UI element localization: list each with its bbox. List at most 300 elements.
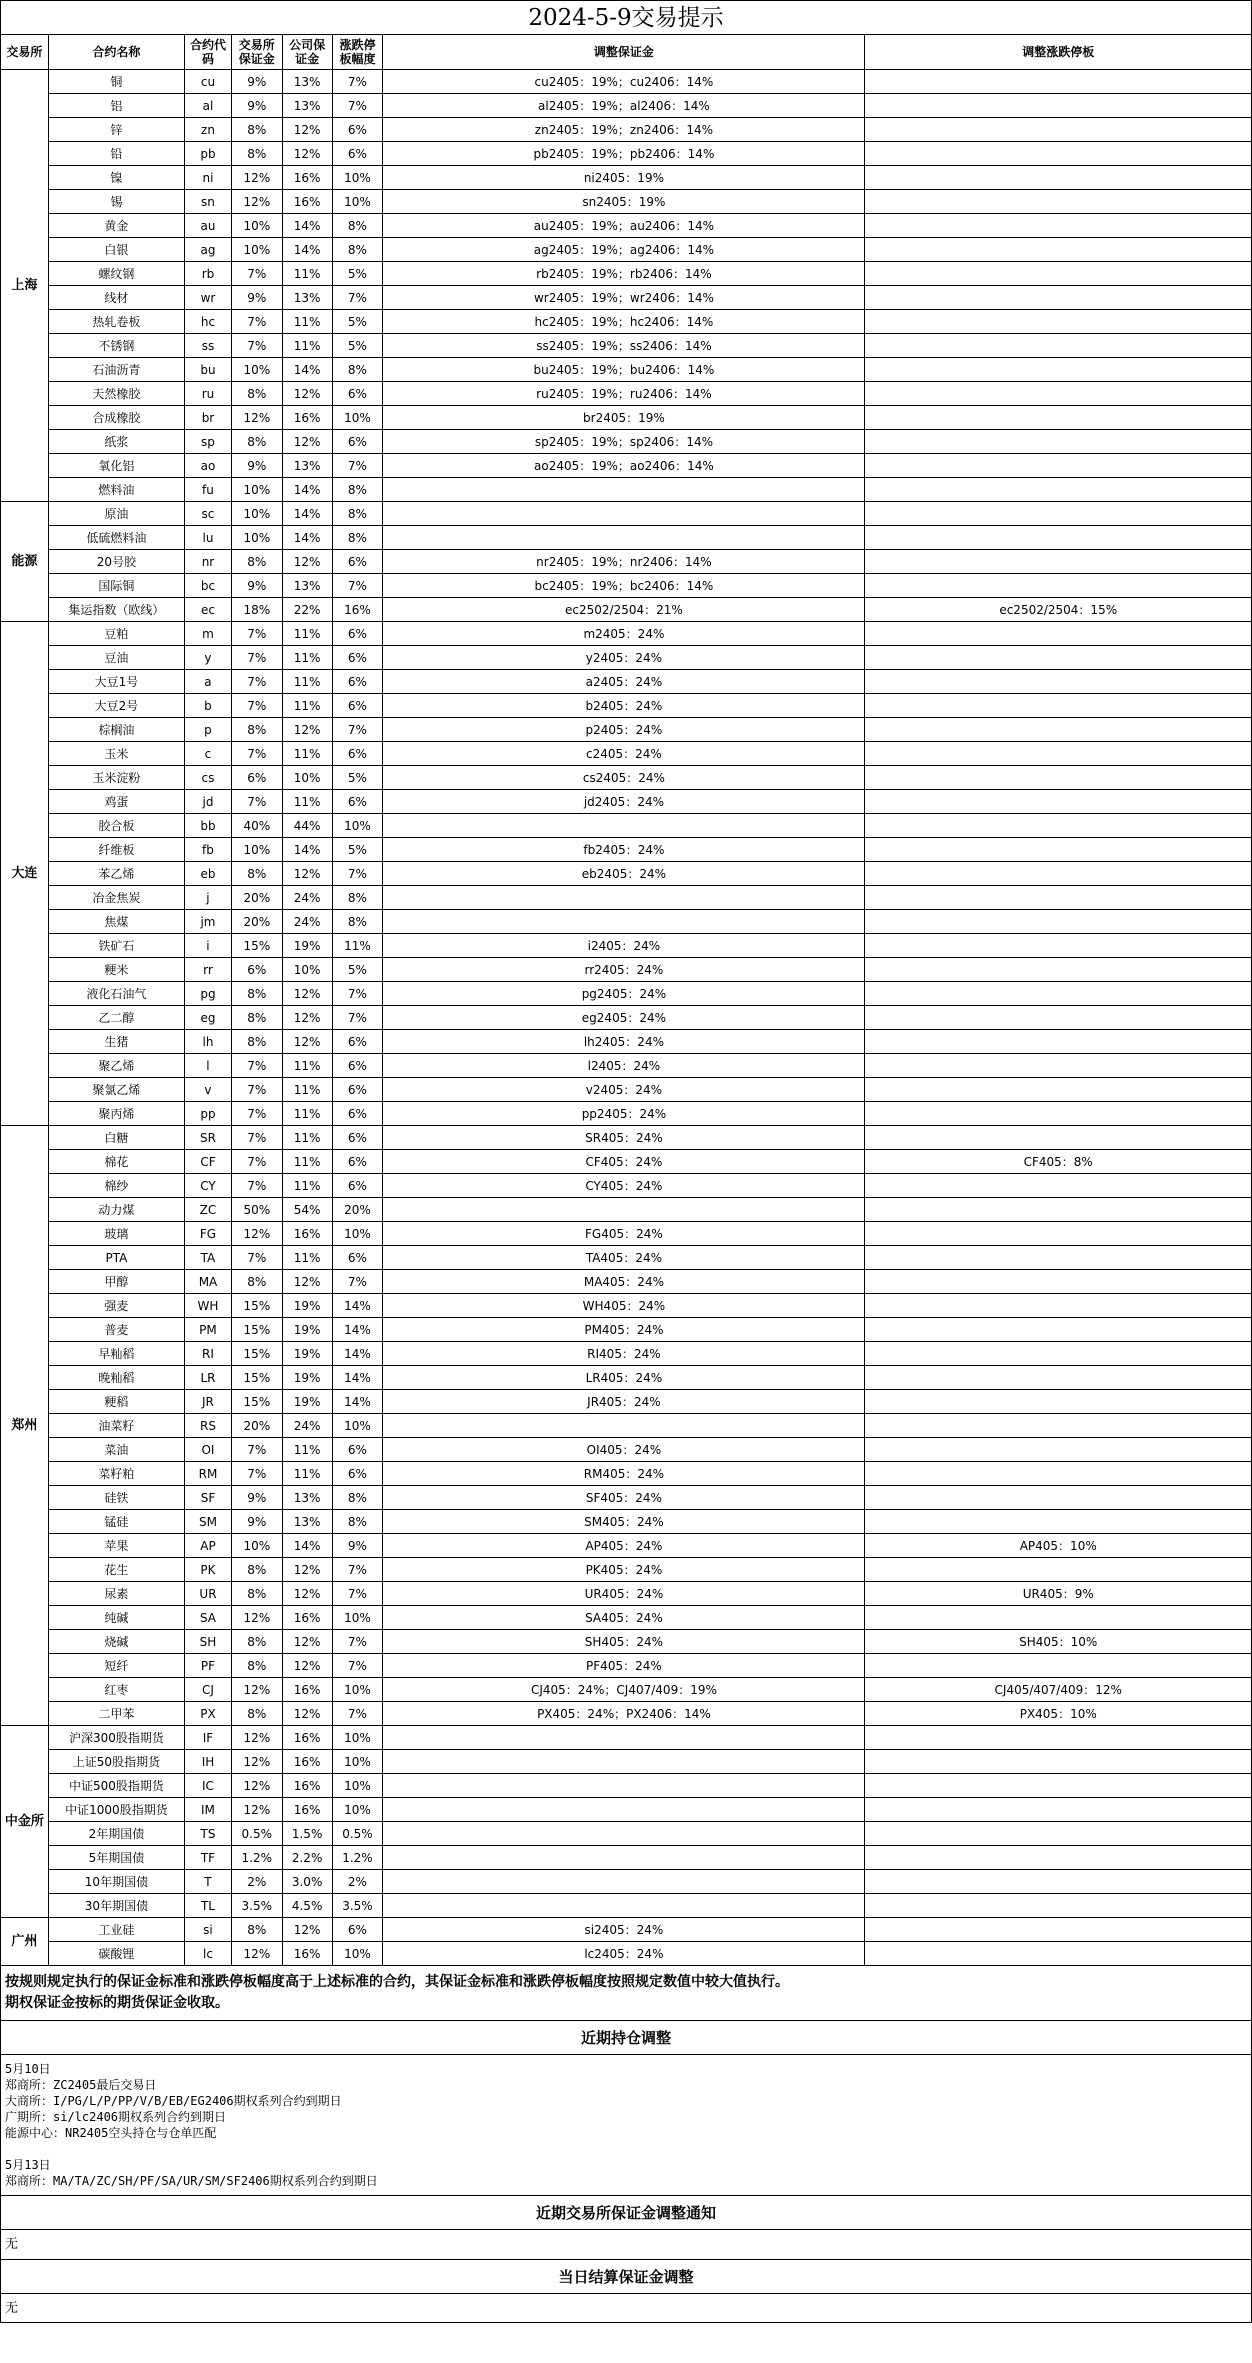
company-margin: 19%: [282, 1366, 332, 1390]
limit-range: 6%: [332, 694, 383, 718]
adjusted-limit: [865, 766, 1252, 790]
exchange-margin: 18%: [231, 598, 282, 622]
exchange-margin: 7%: [231, 262, 282, 286]
exchange-margin: 8%: [231, 550, 282, 574]
table-row: [1, 742, 1252, 766]
adjusted-limit: [865, 742, 1252, 766]
adjusted-margin: v2405：24%: [383, 1078, 865, 1102]
company-margin: 12%: [282, 1702, 332, 1726]
table-row: [1, 550, 1252, 574]
adjusted-limit: [865, 694, 1252, 718]
table-row: [1, 1894, 1252, 1918]
contract-code: SR: [185, 1126, 232, 1150]
company-margin: 12%: [282, 1918, 332, 1942]
adjusted-limit: [865, 1270, 1252, 1294]
table-row: [1, 1318, 1252, 1342]
adjusted-margin: SF405：24%: [383, 1486, 865, 1510]
contract-name: 氧化铝: [48, 454, 184, 478]
company-margin: 12%: [282, 382, 332, 406]
contract-code: jm: [185, 910, 232, 934]
adjusted-margin: si2405：24%: [383, 1918, 865, 1942]
adjusted-limit: [865, 1174, 1252, 1198]
contract-name: 沪深300股指期货: [48, 1726, 184, 1750]
company-margin: 10%: [282, 958, 332, 982]
adjusted-margin: OI405：24%: [383, 1438, 865, 1462]
limit-range: 6%: [332, 1918, 383, 1942]
exchange-margin: 9%: [231, 70, 282, 94]
table-row: [1, 670, 1252, 694]
exchange-margin: 15%: [231, 1294, 282, 1318]
adjusted-margin: wr2405：19%；wr2406：14%: [383, 286, 865, 310]
company-margin: 12%: [282, 550, 332, 574]
contract-name: PTA: [48, 1246, 184, 1270]
limit-range: 14%: [332, 1318, 383, 1342]
contract-code: l: [185, 1054, 232, 1078]
contract-name: 苯乙烯: [48, 862, 184, 886]
contract-code: eg: [185, 1006, 232, 1030]
exchange-cell: 广州: [1, 1918, 49, 1966]
limit-range: 10%: [332, 1606, 383, 1630]
contract-code: pp: [185, 1102, 232, 1126]
table-row: [1, 262, 1252, 286]
rules-note: [0, 1966, 1252, 2020]
position-line: 大商所：I/PG/L/P/PP/V/B/EB/EG2406期权系列合约到期日: [5, 2094, 342, 2108]
table-row: [1, 1822, 1252, 1846]
adjusted-limit: [865, 1246, 1252, 1270]
company-margin: 11%: [282, 1174, 332, 1198]
adjusted-margin: lh2405：24%: [383, 1030, 865, 1054]
contract-code: TF: [185, 1846, 232, 1870]
company-margin: 19%: [282, 1294, 332, 1318]
company-margin: 13%: [282, 1486, 332, 1510]
limit-range: 7%: [332, 1006, 383, 1030]
contract-name: 液化石油气: [48, 982, 184, 1006]
contract-name: 聚乙烯: [48, 1054, 184, 1078]
company-margin: 44%: [282, 814, 332, 838]
adjusted-margin: rb2405：19%；rb2406：14%: [383, 262, 865, 286]
exchange-margin: 7%: [231, 694, 282, 718]
adjusted-limit: [865, 166, 1252, 190]
company-margin: 13%: [282, 574, 332, 598]
exchange-margin: 10%: [231, 502, 282, 526]
contract-code: ZC: [185, 1198, 232, 1222]
adjusted-margin: RM405：24%: [383, 1462, 865, 1486]
table-row: [1, 286, 1252, 310]
contract-code: bb: [185, 814, 232, 838]
contract-code: ec: [185, 598, 232, 622]
contract-name: 普麦: [48, 1318, 184, 1342]
contract-name: 强麦: [48, 1294, 184, 1318]
exchange-margin: 7%: [231, 646, 282, 670]
contract-name: 苹果: [48, 1534, 184, 1558]
header-company-margin: 公司保证金: [282, 35, 332, 70]
limit-range: 14%: [332, 1390, 383, 1414]
limit-range: 6%: [332, 142, 383, 166]
contract-name: 30年期国债: [48, 1894, 184, 1918]
contract-code: bu: [185, 358, 232, 382]
adjusted-limit: UR405：9%: [865, 1582, 1252, 1606]
adjusted-limit: [865, 1558, 1252, 1582]
contract-name: 胶合板: [48, 814, 184, 838]
contract-name: 豆油: [48, 646, 184, 670]
table-row: [1, 718, 1252, 742]
company-margin: 11%: [282, 790, 332, 814]
table-row: [1, 1558, 1252, 1582]
company-margin: 14%: [282, 214, 332, 238]
contract-code: AP: [185, 1534, 232, 1558]
company-margin: 11%: [282, 670, 332, 694]
exchange-margin: 8%: [231, 982, 282, 1006]
contract-name: 锡: [48, 190, 184, 214]
table-row: [1, 1054, 1252, 1078]
limit-range: 20%: [332, 1198, 383, 1222]
exchange-margin: 7%: [231, 1438, 282, 1462]
table-row: [1, 1270, 1252, 1294]
header-limit-range: 涨跌停板幅度: [332, 35, 383, 70]
adjusted-limit: [865, 142, 1252, 166]
limit-range: 10%: [332, 1222, 383, 1246]
adjusted-margin: i2405：24%: [383, 934, 865, 958]
contract-name: 线材: [48, 286, 184, 310]
contract-name: 铝: [48, 94, 184, 118]
exchange-cell: 能源: [1, 502, 49, 622]
contract-code: CY: [185, 1174, 232, 1198]
company-margin: 11%: [282, 1126, 332, 1150]
exchange-margin: 7%: [231, 1078, 282, 1102]
company-margin: 11%: [282, 646, 332, 670]
contract-name: 动力煤: [48, 1198, 184, 1222]
limit-range: 8%: [332, 238, 383, 262]
adjusted-limit: [865, 1870, 1252, 1894]
limit-range: 8%: [332, 358, 383, 382]
position-section-body: [0, 2054, 1252, 2195]
company-margin: 19%: [282, 934, 332, 958]
position-line: 5月10日: [5, 2062, 51, 2076]
contract-name: 石油沥青: [48, 358, 184, 382]
limit-range: 6%: [332, 1462, 383, 1486]
contract-code: cu: [185, 70, 232, 94]
position-line: [5, 2141, 1247, 2157]
exchange-margin: 15%: [231, 1342, 282, 1366]
contract-name: 红枣: [48, 1678, 184, 1702]
table-row: [1, 934, 1252, 958]
adjusted-limit: [865, 1822, 1252, 1846]
contract-code: v: [185, 1078, 232, 1102]
contract-code: JR: [185, 1390, 232, 1414]
contract-code: TA: [185, 1246, 232, 1270]
company-margin: 4.5%: [282, 1894, 332, 1918]
company-margin: 11%: [282, 742, 332, 766]
limit-range: 8%: [332, 910, 383, 934]
exchange-margin: 7%: [231, 1174, 282, 1198]
exchange-margin: 9%: [231, 286, 282, 310]
contract-name: 玉米: [48, 742, 184, 766]
exchange-margin: 40%: [231, 814, 282, 838]
table-row: [1, 598, 1252, 622]
company-margin: 12%: [282, 1270, 332, 1294]
company-margin: 11%: [282, 262, 332, 286]
table-row: [1, 1462, 1252, 1486]
table-row: [1, 1390, 1252, 1414]
adjusted-margin: [383, 1726, 865, 1750]
contract-name: 油菜籽: [48, 1414, 184, 1438]
table-row: [1, 1918, 1252, 1942]
company-margin: 24%: [282, 1414, 332, 1438]
adjusted-margin: [383, 814, 865, 838]
limit-range: 9%: [332, 1534, 383, 1558]
contract-name: 20号胶: [48, 550, 184, 574]
adjusted-limit: [865, 574, 1252, 598]
contract-code: zn: [185, 118, 232, 142]
adjusted-margin: ao2405：19%；ao2406：14%: [383, 454, 865, 478]
exchange-margin: 15%: [231, 1318, 282, 1342]
contract-name: 中证1000股指期货: [48, 1798, 184, 1822]
adjusted-limit: [865, 718, 1252, 742]
adjusted-limit: [865, 1510, 1252, 1534]
exchange-margin: 12%: [231, 190, 282, 214]
adjusted-limit: [865, 1486, 1252, 1510]
table-row: [1, 1798, 1252, 1822]
adjusted-margin: SA405：24%: [383, 1606, 865, 1630]
exchange-margin: 2%: [231, 1870, 282, 1894]
table-row: [1, 214, 1252, 238]
limit-range: 8%: [332, 214, 383, 238]
adjusted-margin: pb2405：19%；pb2406：14%: [383, 142, 865, 166]
adjusted-margin: c2405：24%: [383, 742, 865, 766]
adjusted-margin: PX405：24%；PX2406：14%: [383, 1702, 865, 1726]
adjusted-margin: ru2405：19%；ru2406：14%: [383, 382, 865, 406]
exchange-margin: 9%: [231, 94, 282, 118]
table-row: [1, 478, 1252, 502]
table-row: [1, 1846, 1252, 1870]
company-margin: 12%: [282, 862, 332, 886]
exchange-margin: 3.5%: [231, 1894, 282, 1918]
adjusted-limit: [865, 790, 1252, 814]
adjusted-margin: PM405：24%: [383, 1318, 865, 1342]
adjusted-limit: [865, 286, 1252, 310]
adjusted-limit: [865, 358, 1252, 382]
contract-name: 纤维板: [48, 838, 184, 862]
table-row: [1, 814, 1252, 838]
adjusted-limit: ec2502/2504：15%: [865, 598, 1252, 622]
contract-name: 大豆2号: [48, 694, 184, 718]
contract-name: 玉米淀粉: [48, 766, 184, 790]
limit-range: 5%: [332, 334, 383, 358]
header-adjusted-limit: 调整涨跌停板: [865, 35, 1252, 70]
contract-code: lh: [185, 1030, 232, 1054]
limit-range: 7%: [332, 70, 383, 94]
table-row: [1, 166, 1252, 190]
adjusted-margin: b2405：24%: [383, 694, 865, 718]
contract-code: TS: [185, 1822, 232, 1846]
table-row: [1, 1942, 1252, 1966]
table-row: [1, 1246, 1252, 1270]
adjusted-margin: [383, 1894, 865, 1918]
table-row: [1, 190, 1252, 214]
adjusted-margin: y2405：24%: [383, 646, 865, 670]
company-margin: 19%: [282, 1342, 332, 1366]
limit-range: 0.5%: [332, 1822, 383, 1846]
limit-range: 7%: [332, 1582, 383, 1606]
exchange-margin: 15%: [231, 1390, 282, 1414]
exchange-cell: 上海: [1, 70, 49, 502]
company-margin: 12%: [282, 118, 332, 142]
contract-code: y: [185, 646, 232, 670]
adjusted-margin: SR405：24%: [383, 1126, 865, 1150]
contract-name: 国际铜: [48, 574, 184, 598]
contract-name: 铁矿石: [48, 934, 184, 958]
adjusted-margin: eb2405：24%: [383, 862, 865, 886]
contract-code: m: [185, 622, 232, 646]
contract-code: PM: [185, 1318, 232, 1342]
contract-name: 尿素: [48, 1582, 184, 1606]
company-margin: 12%: [282, 1558, 332, 1582]
exchange-margin: 9%: [231, 454, 282, 478]
limit-range: 6%: [332, 790, 383, 814]
company-margin: 16%: [282, 1774, 332, 1798]
contract-name: 短纤: [48, 1654, 184, 1678]
exchange-margin: 7%: [231, 622, 282, 646]
table-row: [1, 406, 1252, 430]
exchange-margin: 6%: [231, 766, 282, 790]
contract-code: RS: [185, 1414, 232, 1438]
company-margin: 14%: [282, 1534, 332, 1558]
company-margin: 11%: [282, 1438, 332, 1462]
company-margin: 16%: [282, 1222, 332, 1246]
limit-range: 8%: [332, 502, 383, 526]
adjusted-margin: al2405：19%；al2406：14%: [383, 94, 865, 118]
table-row: [1, 1222, 1252, 1246]
company-margin: 11%: [282, 1246, 332, 1270]
table-row: [1, 1870, 1252, 1894]
contract-name: 镍: [48, 166, 184, 190]
adjusted-limit: [865, 910, 1252, 934]
exchange-margin: 20%: [231, 910, 282, 934]
adjusted-margin: l2405：24%: [383, 1054, 865, 1078]
contract-code: IF: [185, 1726, 232, 1750]
table-row: [1, 1510, 1252, 1534]
limit-range: 7%: [332, 1630, 383, 1654]
company-margin: 12%: [282, 982, 332, 1006]
adjusted-margin: [383, 478, 865, 502]
table-row: [1, 622, 1252, 646]
exchange-margin: 10%: [231, 358, 282, 382]
contract-code: sc: [185, 502, 232, 526]
exchange-margin: 7%: [231, 310, 282, 334]
limit-range: 8%: [332, 886, 383, 910]
table-row: [1, 838, 1252, 862]
exchange-margin: 8%: [231, 718, 282, 742]
contract-name: 晚籼稻: [48, 1366, 184, 1390]
contract-code: al: [185, 94, 232, 118]
exchange-margin: 8%: [231, 862, 282, 886]
contract-name: 棉纱: [48, 1174, 184, 1198]
table-row: [1, 1582, 1252, 1606]
company-margin: 14%: [282, 838, 332, 862]
exchange-margin: 8%: [231, 430, 282, 454]
contract-name: 白糖: [48, 1126, 184, 1150]
table-row: [1, 958, 1252, 982]
adjusted-limit: [865, 262, 1252, 286]
contract-code: au: [185, 214, 232, 238]
adjusted-limit: [865, 1342, 1252, 1366]
adjusted-limit: [865, 838, 1252, 862]
position-line: 郑商所：MA/TA/ZC/SH/PF/SA/UR/SM/SF2406期权系列合约到期日: [5, 2174, 378, 2188]
limit-range: 10%: [332, 814, 383, 838]
limit-range: 6%: [332, 1174, 383, 1198]
note-line-2: 期权保证金按标的期货保证金收取。: [5, 1995, 229, 2011]
adjusted-margin: AP405：24%: [383, 1534, 865, 1558]
contract-code: sn: [185, 190, 232, 214]
adjusted-limit: [865, 1462, 1252, 1486]
adjusted-limit: [865, 982, 1252, 1006]
limit-range: 10%: [332, 1750, 383, 1774]
exchange-margin: 12%: [231, 1606, 282, 1630]
limit-range: 6%: [332, 1030, 383, 1054]
position-section-title: 近期持仓调整: [0, 2020, 1252, 2054]
table-row: [1, 142, 1252, 166]
limit-range: 1.2%: [332, 1846, 383, 1870]
company-margin: 19%: [282, 1318, 332, 1342]
contract-code: ni: [185, 166, 232, 190]
limit-range: 5%: [332, 310, 383, 334]
adjusted-limit: [865, 1102, 1252, 1126]
table-row: [1, 1678, 1252, 1702]
adjusted-margin: hc2405：19%；hc2406：14%: [383, 310, 865, 334]
limit-range: 10%: [332, 166, 383, 190]
adjusted-limit: [865, 1222, 1252, 1246]
adjusted-limit: [865, 238, 1252, 262]
contract-name: 燃料油: [48, 478, 184, 502]
adjusted-margin: TA405：24%: [383, 1246, 865, 1270]
company-margin: 11%: [282, 310, 332, 334]
contract-name: 热轧卷板: [48, 310, 184, 334]
contract-code: IH: [185, 1750, 232, 1774]
exchange-margin: 8%: [231, 382, 282, 406]
table-row: [1, 1198, 1252, 1222]
adjusted-margin: [383, 1798, 865, 1822]
adjusted-limit: [865, 1366, 1252, 1390]
exchange-margin: 8%: [231, 1702, 282, 1726]
exchange-margin: 1.2%: [231, 1846, 282, 1870]
exchange-margin: 8%: [231, 1654, 282, 1678]
contract-code: lu: [185, 526, 232, 550]
contract-code: cs: [185, 766, 232, 790]
exchange-margin: 12%: [231, 166, 282, 190]
adjusted-margin: bu2405：19%；bu2406：14%: [383, 358, 865, 382]
company-margin: 54%: [282, 1198, 332, 1222]
company-margin: 16%: [282, 166, 332, 190]
adjusted-margin: PK405：24%: [383, 1558, 865, 1582]
company-margin: 16%: [282, 1798, 332, 1822]
table-row: [1, 70, 1252, 94]
table-row: [1, 1438, 1252, 1462]
header-exchange-margin: 交易所保证金: [231, 35, 282, 70]
adjusted-margin: CY405：24%: [383, 1174, 865, 1198]
limit-range: 8%: [332, 526, 383, 550]
company-margin: 11%: [282, 1102, 332, 1126]
adjusted-margin: [383, 886, 865, 910]
contract-code: SM: [185, 1510, 232, 1534]
exchange-margin: 9%: [231, 1510, 282, 1534]
contract-code: SH: [185, 1630, 232, 1654]
exchange-cell: 中金所: [1, 1726, 49, 1918]
adjusted-margin: CF405：24%: [383, 1150, 865, 1174]
contract-name: 天然橡胶: [48, 382, 184, 406]
table-row: [1, 1534, 1252, 1558]
company-margin: 12%: [282, 1654, 332, 1678]
adjusted-margin: bc2405：19%；bc2406：14%: [383, 574, 865, 598]
